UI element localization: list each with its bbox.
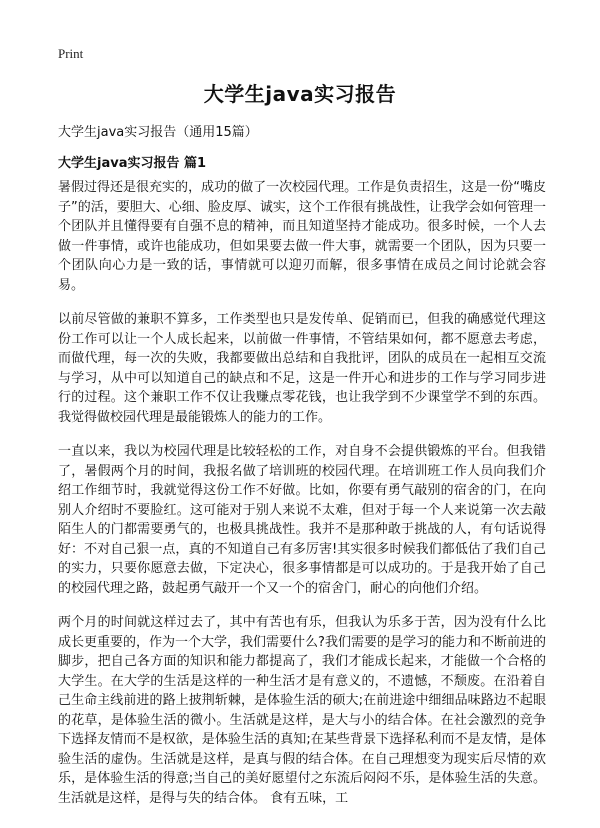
article-body — [58, 178, 546, 823]
print-link[interactable]: Print — [58, 46, 84, 61]
paragraph-3: 一直以来，我以为校园代理是比较轻松的工作，对自身不会提供锻炼的平台。但我错了，暑假两个月的时间，我报名做了培训班的校园代理。在培训班工作人员向我们介绍工作细节时，我就觉得这份工作不好做。比如，你要有勇气敲别的宿舍的门，在向别人介绍时不要脸红。这可能对于别人来说不太难，但对于每一个人来说第一次去敲陌生人的门都需要勇气的，也极具挑战性。我并不是那种敢于挑战的人，有句话说得好：不对自己狠一点，真的不知道自己有多厉害!其实很多时候我们都低估了我们自己的实力，只要你愿意去做，下定决心，很多事情都是可以成功的。于是我开始了自己的校园代理之路，鼓起勇气敲开一个又一个的宿舍门，耐心的向他们介绍。 — [58, 444, 546, 596]
document-subtitle: 大学生java实习报告（通用15篇） — [58, 125, 258, 140]
page-title: 大学生java实习报告 — [203, 82, 397, 106]
paragraph-4: 两个月的时间就这样过去了，其中有苦也有乐，但我认为乐多于苦，因为没有什么比成长更重要的，作为一个大学，我们需要什么?我们需要的是学习的能力和不断前进的脚步，把自己各方面的知识和能力都提高了，我们才能成长起来，才能做一个合格的大学生。在大学的生活是这样的一种生活才是有意义的，不遗憾，不颓废。在沿着自己生命主线前进的路上披荆斩棘，是体验生活的硕大;在前进途中细细品味路边不起眼的花草，是体验生活的微小。生活就是这样，是大与小的结合体。在社会激烈的竞争下选择友情而不是权欲，是体验生活的真知;在某些背景下选择私利而不是友情，是体验生活的虚伪。生活就是这样，是真与假的结合体。在自己理想变为现实后尽情的欢乐，是体验生活的得意;当自己的美好愿望付之东流后闷闷不乐，是体验生活的失意。生活就是这样，是得与失的结合体。 食有五味，工 — [58, 615, 546, 806]
paragraph-1: 暑假过得还是很充实的，成功的做了一次校园代理。工作是负责招生，这是一份“嘴皮子”的活，要胆大、心细、脸皮厚、诚实，这个工作很有挑战性，让我学会如何管理一个团队并且懂得要有自强不息的精神，而且知道坚持才能成功。很多时候，一个人去做一件事情，或许也能成功，但如果要去做一件大事，就需要一个团队，因为只要一个团队向心力是一致的话，事情就可以迎刃而解，很多事情在成员之间讨论就会容易。 — [58, 180, 546, 293]
section-heading: 大学生java实习报告 篇1 — [58, 156, 207, 171]
paragraph-2: 以前尽管做的兼职不算多，工作类型也只是发传单、促销而已，但我的确感觉代理这份工作可以让一个人成长起来，以前做一件事情，不管结果如何，都不愿意去考虑，而做代理，每一次的失败，我都要做出总结和自我批评，团队的成员在一起相互交流与学习，从中可以知道自己的缺点和不足，这是一件开心和进步的工作与学习同步进行的过程。这个兼职工作不仅让我赚点零花钱，也让我学到不少课堂学不到的东西。我觉得做校园代理是最能锻炼人的能力的工作。 — [58, 312, 546, 425]
